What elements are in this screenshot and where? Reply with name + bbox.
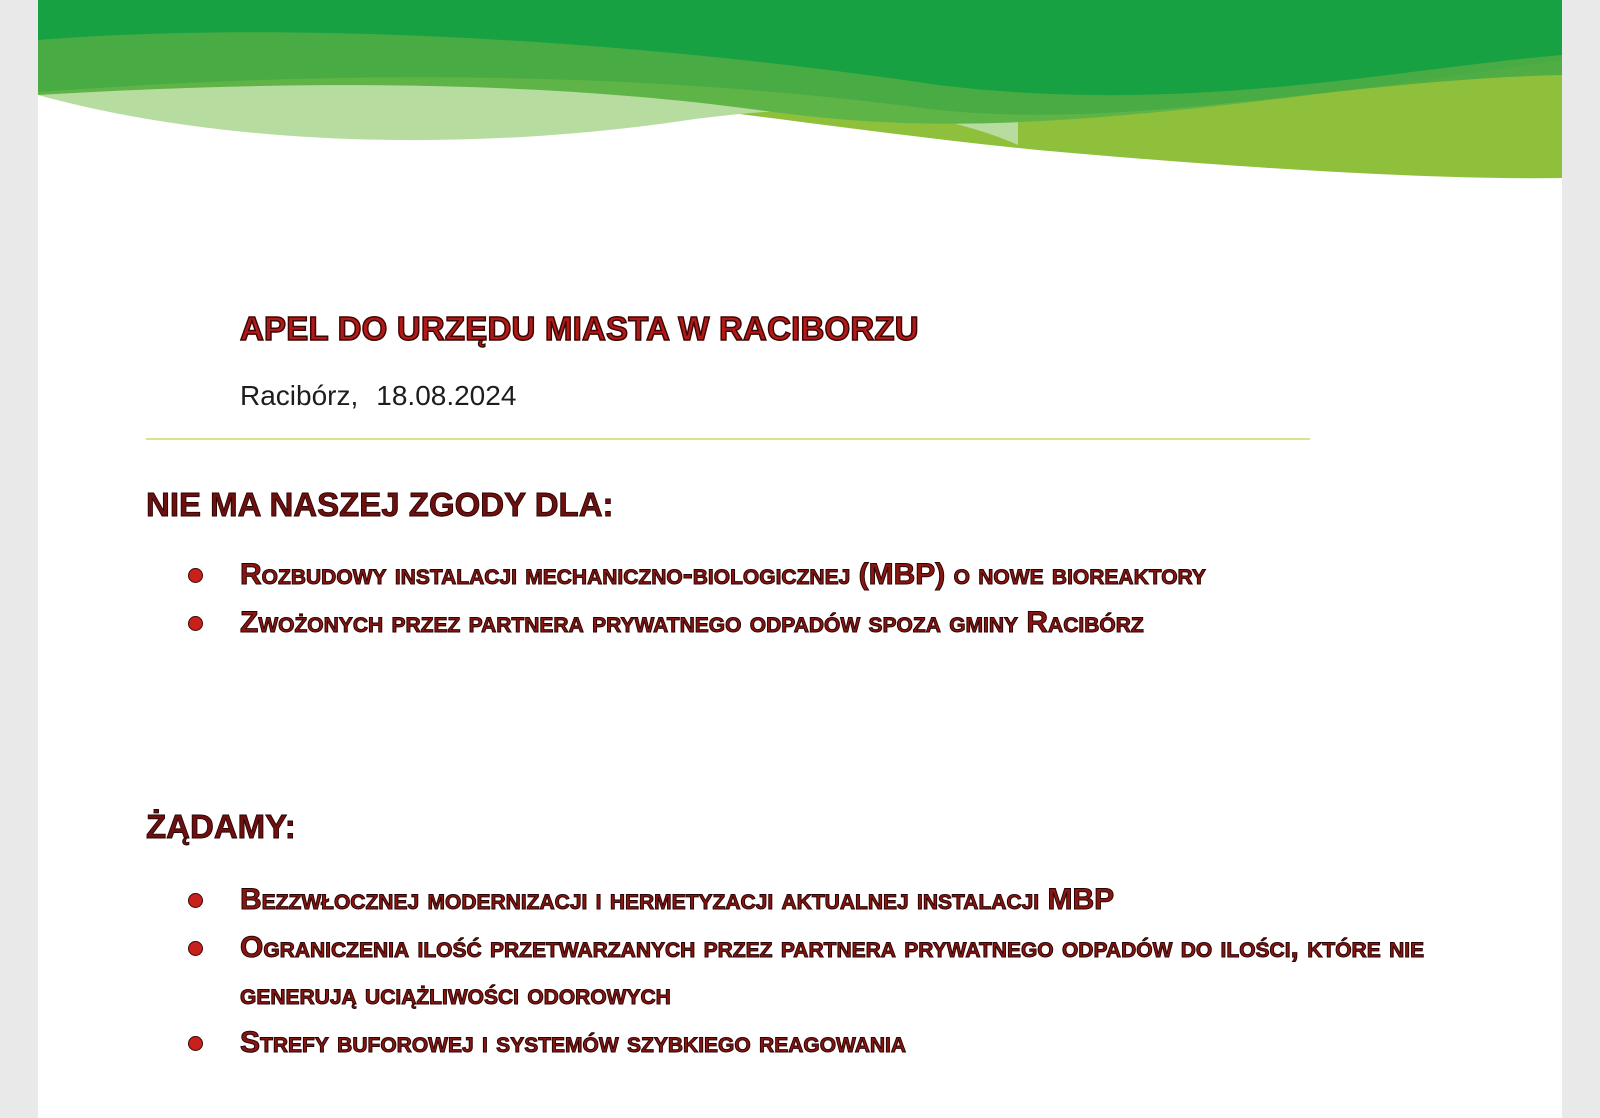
no-consent-list	[188, 551, 1458, 647]
list-item	[188, 1019, 1458, 1066]
list-item	[188, 924, 1458, 1018]
list-item-text: Ograniczenia ilość przetwarzanych przez partnera prywatnego odpadów do ilości, które nie generują uciążliwości odorowych	[240, 931, 1425, 1011]
list-item-text: Bezzwłocznej modernizacji i hermetyzacji aktualnej instalacji MBP	[240, 883, 1115, 916]
document-page	[38, 0, 1562, 1118]
list-item	[188, 551, 1458, 598]
place-text: Racibórz,	[240, 380, 359, 411]
place-date-line	[240, 380, 516, 412]
document-title: APEL DO URZĘDU MIASTA W RACIBORZU	[240, 310, 919, 347]
list-item-text: Strefy buforowej i systemów szybkiego reagowania	[240, 1026, 907, 1059]
list-item-text: Rozbudowy instalacji mechaniczno-biologicznej (MBP) o nowe bioreaktory	[240, 558, 1206, 591]
bullet-icon	[188, 1036, 203, 1051]
list-item	[188, 599, 1458, 646]
list-item-text: Zwożonych przez partnera prywatnego odpadów spoza gminy Racibórz	[240, 606, 1144, 639]
list-item	[188, 876, 1458, 923]
bullet-icon	[188, 568, 203, 583]
bullet-icon	[188, 941, 203, 956]
document-content	[38, 0, 1562, 1118]
date-text: 18.08.2024	[376, 380, 517, 411]
demands-list	[188, 876, 1458, 1067]
divider-line	[146, 438, 1310, 440]
bullet-icon	[188, 893, 203, 908]
section-heading-demands: ŻĄDAMY:	[146, 808, 296, 845]
section-heading-no-consent: NIE MA NASZEJ ZGODY DLA:	[146, 486, 614, 523]
bullet-icon	[188, 616, 203, 631]
